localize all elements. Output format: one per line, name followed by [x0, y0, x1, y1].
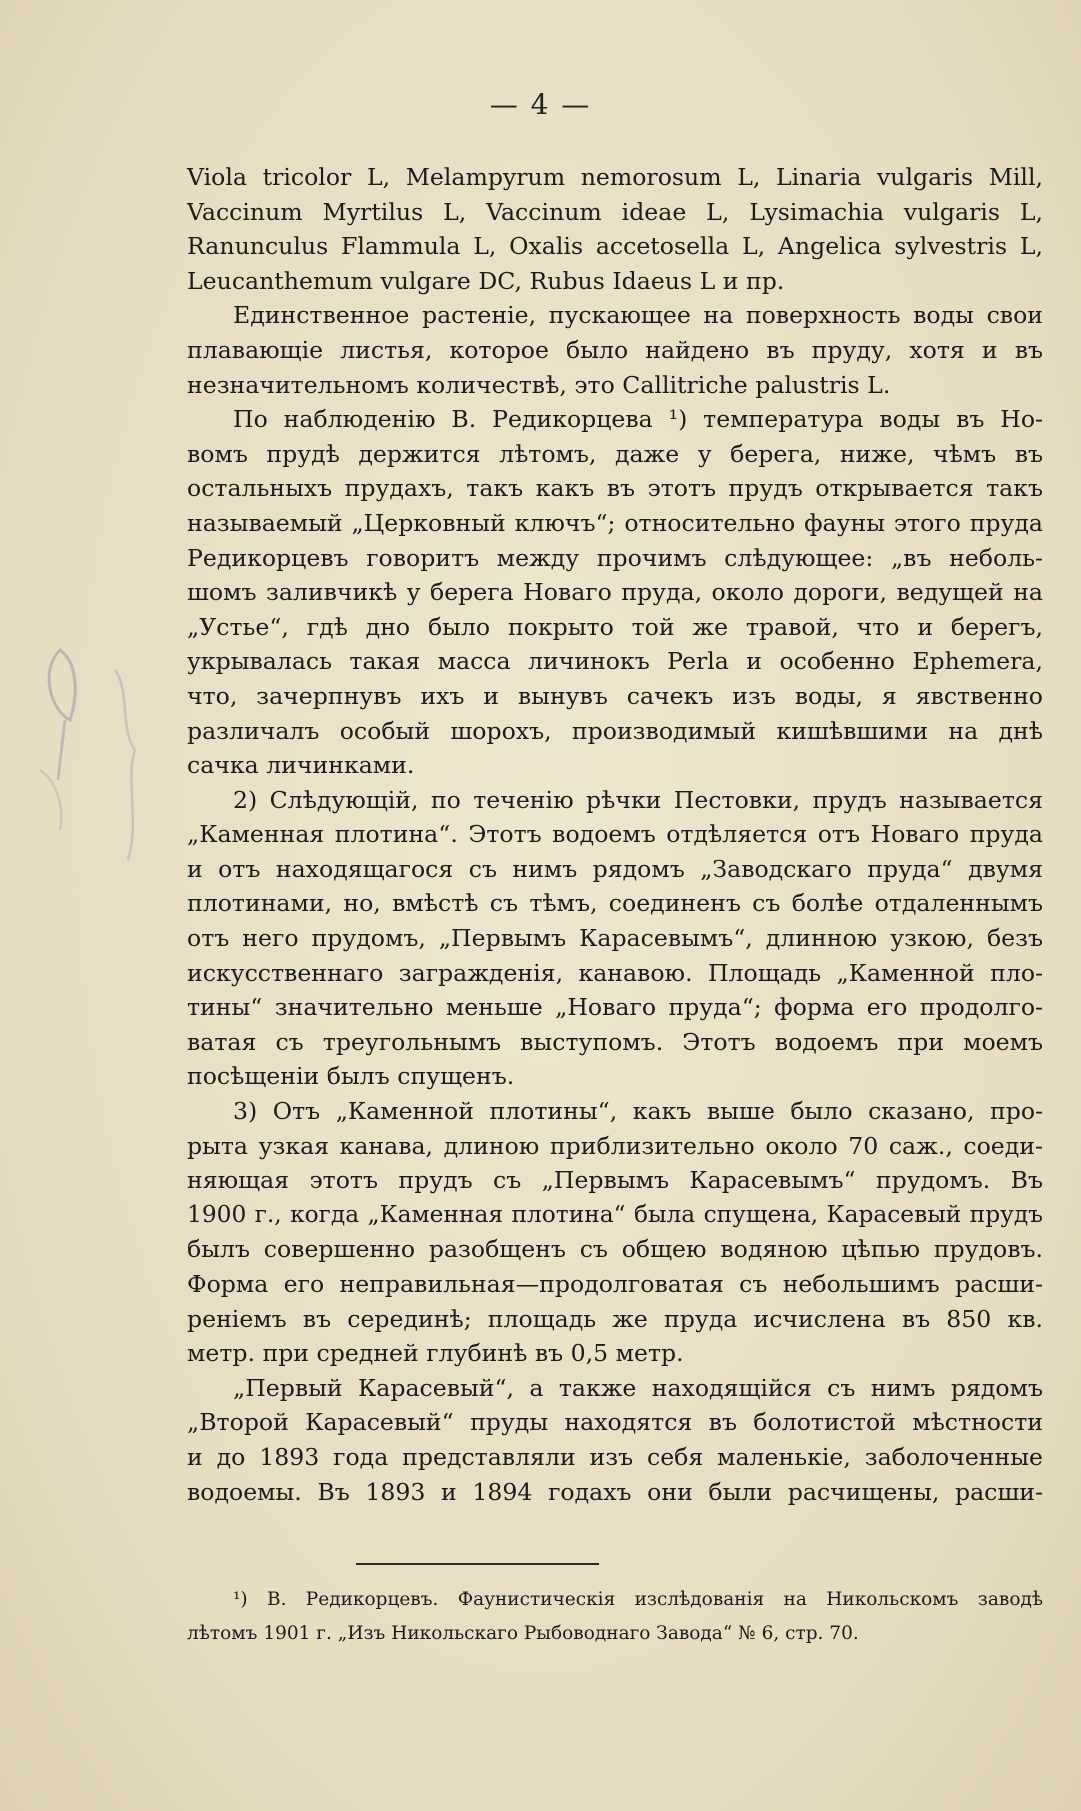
- text-line: и отъ находящагося съ нимъ рядомъ „Заводскаго пруда“ двумя: [187, 854, 1043, 883]
- text-line: былъ совершенно разобщенъ съ общею водяною цѣпью прудовъ.: [187, 1235, 1043, 1264]
- text-line: Leucanthemum vulgare DC, Rubus Idaeus L и пр.: [187, 266, 785, 295]
- footnote: [187, 1583, 1043, 1651]
- footnote-line: лѣтомъ 1901 г. „Изъ Никольскаго Рыбоводнаго Завода“ № 6, стр. 70.: [187, 1623, 859, 1644]
- page-number: — 4 —: [489, 88, 592, 121]
- text-line: вомъ прудѣ держится лѣтомъ, даже у берега, ниже, чѣмъ въ: [187, 439, 1043, 468]
- text-line: и до 1893 года представляли изъ себя маленькіе, заболоченные: [187, 1442, 1043, 1471]
- text-line: няющая этотъ прудъ съ „Первымъ Карасевымъ“ прудомъ. Въ: [187, 1166, 1043, 1195]
- text-line: 1900 г., когда „Каменная плотина“ была спущена, Карасевый прудъ: [187, 1200, 1043, 1228]
- text-line: „Первый Карасевый“, а также находящійся съ нимъ рядомъ: [233, 1373, 1043, 1402]
- text-line: остальныхъ прудахъ, такъ какъ въ этотъ прудъ открывается такъ: [187, 474, 1043, 503]
- text-line: метр. при средней глубинѣ въ 0,5 метр.: [187, 1339, 684, 1368]
- text-line: Форма его неправильная—продолговатая съ небольшимъ расши-: [187, 1270, 1043, 1298]
- text-line: посѣщеніи былъ спущенъ.: [187, 1062, 515, 1091]
- text-line: Единственное растеніе, пускающее на поверхность воды свои: [233, 301, 1043, 330]
- text-line: незначительномъ количествѣ, это Callitriche palustris L.: [187, 370, 891, 399]
- footnote-rule: [356, 1563, 599, 1565]
- text-line: 3) Отъ „Каменной плотины“, какъ выше было сказано, про-: [233, 1097, 1043, 1126]
- text-line: 2) Слѣдующій, по теченію рѣчки Пестовки, прудъ называется: [233, 785, 1043, 814]
- text-line: Ranunculus Flammula L, Oxalis accetosella L, Angelica sylvestris L,: [187, 232, 1043, 261]
- body-text: [187, 160, 1043, 1509]
- text-line: искусственнаго загражденія, канавою. Площадь „Каменной пло-: [187, 958, 1043, 987]
- text-line: называемый „Церковный ключъ“; относительно фауны этого пруда: [187, 508, 1043, 537]
- text-line: ватая съ треугольнымъ выступомъ. Этотъ водоемъ при моемъ: [187, 1027, 1043, 1056]
- text-line: что, зачерпнувъ ихъ и вынувъ сачекъ изъ воды, я явственно: [187, 681, 1043, 710]
- text-line: шомъ заливчикѣ у берега Новаго пруда, около дороги, ведущей на: [187, 578, 1043, 607]
- footnote-line: ¹) В. Редикорцевъ. Фаунистическія изслѣдованія на Никольскомъ заводѣ: [233, 1589, 1043, 1610]
- text-line: Редикорцевъ говоритъ между прочимъ слѣдующее: „въ неболь-: [187, 543, 1043, 572]
- text-line: „Второй Карасевый“ пруды находятся въ болотистой мѣстности: [187, 1408, 1043, 1437]
- text-line: „Устье“, гдѣ дно было покрыто той же травой, что и берегъ,: [187, 612, 1043, 641]
- text-line: плавающіе листья, которое было найдено въ пруду, хотя и въ: [187, 335, 1043, 364]
- text-line: Viola tricolor L, Melampyrum nemorosum L, Linaria vulgaris Mill,: [187, 163, 1043, 191]
- text-line: реніемъ въ серединѣ; площадь же пруда исчислена въ 850 кв.: [187, 1304, 1043, 1333]
- text-line: плотинами, но, вмѣстѣ съ тѣмъ, соединенъ съ болѣе отдаленнымъ: [187, 889, 1043, 918]
- text-line: рыта узкая канава, длиною приблизительно около 70 саж., соеди-: [187, 1131, 1043, 1160]
- text-line: Vaccinum Myrtilus L, Vaccinum ideae L, Lysimachia vulgaris L,: [187, 197, 1043, 226]
- text-line: „Каменная плотина“. Этотъ водоемъ отдѣляется отъ Новаго пруда: [187, 820, 1043, 849]
- text-line: водоемы. Въ 1893 и 1894 годахъ они были расчищены, расши-: [187, 1477, 1043, 1506]
- text-line: различалъ особый шорохъ, производимый кишѣвшими на днѣ: [187, 716, 1043, 745]
- pencil-marginalia: [20, 630, 160, 890]
- text-line: тины“ значительно меньше „Новаго пруда“; форма его продолго-: [187, 993, 1043, 1022]
- text-line: отъ него прудомъ, „Первымъ Карасевымъ“, длинною узкою, безъ: [187, 924, 1043, 953]
- text-line: сачка личинками.: [187, 751, 415, 780]
- text-line: укрывалась такая масса личинокъ Perla и особенно Ephemera,: [187, 647, 1043, 676]
- text-line: По наблюденію В. Редикорцева ¹) температура воды въ Но-: [233, 405, 1043, 434]
